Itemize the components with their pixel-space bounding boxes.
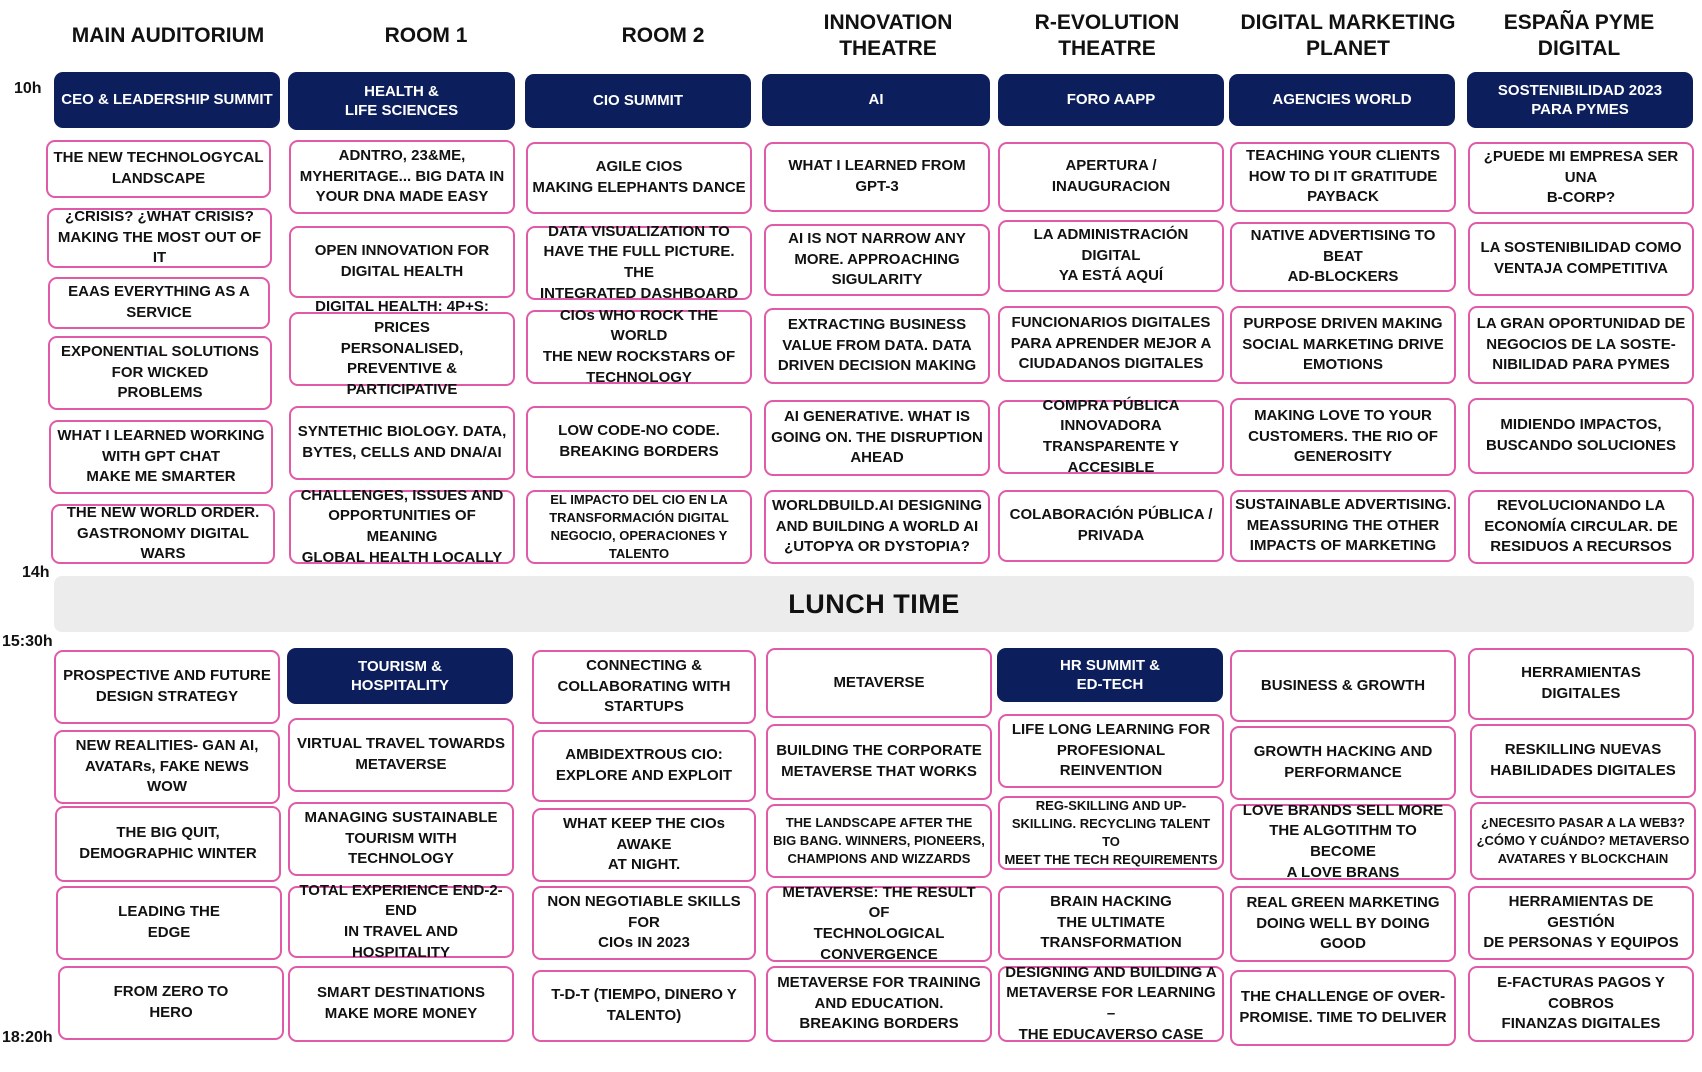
session-card[interactable]: E-FACTURAS PAGOS Y COBROS FINANZAS DIGITALES <box>1468 966 1694 1042</box>
session-card[interactable]: THE LANDSCAPE AFTER THE BIG BANG. WINNERS, PIONEERS, CHAMPIONS AND WIZZARDS <box>766 804 992 878</box>
time-label-afternoon: 15:30h <box>2 633 53 650</box>
room-header-innovation: INNOVATION THEATRE <box>823 11 953 60</box>
session-card[interactable]: BUILDING THE CORPORATE METAVERSE THAT WORKS <box>766 724 992 800</box>
session-card[interactable]: APERTURA / INAUGURACION <box>998 142 1224 212</box>
session-card[interactable]: PROSPECTIVE AND FUTURE DESIGN STRATEGY <box>54 650 280 724</box>
session-card[interactable]: METAVERSE FOR TRAINING AND EDUCATION. BREAKING BORDERS <box>766 966 992 1042</box>
lunch-time-banner: LUNCH TIME <box>54 576 1694 632</box>
track-hr-summit-edtech: HR SUMMIT & ED-TECH <box>997 648 1223 702</box>
session-card[interactable]: RESKILLING NUEVAS HABILIDADES DIGITALES <box>1470 724 1696 798</box>
track-ceo-leadership: CEO & LEADERSHIP SUMMIT <box>54 72 280 128</box>
track-ai: AI <box>762 74 990 126</box>
session-card[interactable]: REVOLUCIONANDO LA ECONOMÍA CIRCULAR. DE RESIDUOS A RECURSOS <box>1468 490 1694 564</box>
session-card[interactable]: NON NEGOTIABLE SKILLS FOR CIOs IN 2023 <box>532 886 756 960</box>
session-card[interactable]: METAVERSE <box>766 648 992 718</box>
room-header-marketing: DIGITAL MARKETING PLANET <box>1240 11 1456 60</box>
session-card[interactable]: CIOs WHO ROCK THE WORLD THE NEW ROCKSTARS OF TECHNOLOGY <box>526 310 752 384</box>
session-card[interactable]: LOVE BRANDS SELL MORE THE ALGOTITHM TO BECOME A LOVE BRANS <box>1230 804 1456 880</box>
room-header-room2: ROOM 2 <box>621 24 705 48</box>
session-card[interactable]: THE NEW TECHNOLOGYCAL LANDSCAPE <box>46 140 271 198</box>
session-card[interactable]: COLABORACIÓN PÚBLICA / PRIVADA <box>998 490 1224 562</box>
session-card[interactable]: COMPRA PÚBLICA INNOVADORA TRANSPARENTE Y ACCESIBLE <box>998 400 1224 474</box>
session-card[interactable]: ¿NECESITO PASAR A LA WEB3? ¿CÓMO Y CUÁNDO? METAVERSO AVATARES Y BLOCKCHAIN <box>1470 802 1696 880</box>
session-card[interactable]: ¿CRISIS? ¿WHAT CRISIS? MAKING THE MOST OUT OF IT <box>47 208 272 268</box>
session-card[interactable]: ADNTRO, 23&ME, MYHERITAGE... BIG DATA IN YOUR DNA MADE EASY <box>289 140 515 214</box>
session-card[interactable]: WHAT I LEARNED WORKING WITH GPT CHAT MAKE ME SMARTER <box>49 420 273 494</box>
track-tourism-hospitality: TOURISM & HOSPITALITY <box>287 648 513 704</box>
track-health-life-sciences: HEALTH & LIFE SCIENCES <box>288 72 515 130</box>
session-card[interactable]: REG-SKILLING AND UP- SKILLING. RECYCLING TALENT TO MEET THE TECH REQUIREMENTS <box>998 796 1224 870</box>
track-foro-aapp: FORO AAPP <box>998 74 1224 126</box>
session-card[interactable]: WHAT KEEP THE CIOs AWAKE AT NIGHT. <box>532 808 756 882</box>
session-card[interactable]: MAKING LOVE TO YOUR CUSTOMERS. THE RIO OF GENEROSITY <box>1230 398 1456 476</box>
session-card[interactable]: THE NEW WORLD ORDER. GASTRONOMY DIGITAL WARS <box>51 504 275 564</box>
session-card[interactable]: FUNCIONARIOS DIGITALES PARA APRENDER MEJOR A CIUDADANOS DIGITALES <box>998 306 1224 382</box>
session-card[interactable]: TEACHING YOUR CLIENTS HOW TO DI IT GRATITUDE PAYBACK <box>1230 142 1456 212</box>
room-header-main: MAIN AUDITORIUM <box>71 24 265 48</box>
session-card[interactable]: GROWTH HACKING AND PERFORMANCE <box>1230 726 1456 800</box>
session-card[interactable]: THE BIG QUIT, DEMOGRAPHIC WINTER <box>55 806 281 882</box>
session-card[interactable]: OPEN INNOVATION FOR DIGITAL HEALTH <box>289 226 515 298</box>
session-card[interactable]: SYNTETHIC BIOLOGY. DATA, BYTES, CELLS AND DNA/AI <box>289 406 515 480</box>
session-card[interactable]: FROM ZERO TO HERO <box>58 966 284 1040</box>
track-agencies-world: AGENCIES WORLD <box>1229 74 1455 126</box>
session-card[interactable]: LIFE LONG LEARNING FOR PROFESIONAL REINVENTION <box>998 714 1224 788</box>
room-header-revolution: R-EVOLUTION THEATRE <box>1034 11 1180 60</box>
session-card[interactable]: METAVERSE: THE RESULT OF TECHNOLOGICAL CONVERGENCE <box>766 886 992 962</box>
session-card[interactable]: DATA VISUALIZATION TO HAVE THE FULL PICTURE. THE INTEGRATED DASHBOARD <box>526 226 752 300</box>
session-card[interactable]: HERRAMIENTAS DIGITALES <box>1468 648 1694 720</box>
session-card[interactable]: NATIVE ADVERTISING TO BEAT AD-BLOCKERS <box>1230 222 1456 292</box>
session-card[interactable]: AGILE CIOS MAKING ELEPHANTS DANCE <box>526 142 752 214</box>
session-card[interactable]: LA SOSTENIBILIDAD COMO VENTAJA COMPETITIVA <box>1468 222 1694 296</box>
session-card[interactable]: NEW REALITIES- GAN AI, AVATARs, FAKE NEWS WOW <box>54 730 280 804</box>
session-card[interactable]: REAL GREEN MARKETING DOING WELL BY DOING GOOD <box>1230 886 1456 962</box>
session-card[interactable]: MANAGING SUSTAINABLE TOURISM WITH TECHNOLOGY <box>288 802 514 876</box>
session-card[interactable]: EAAS EVERYTHING AS A SERVICE <box>48 277 270 329</box>
session-card[interactable]: THE CHALLENGE OF OVER- PROMISE. TIME TO DELIVER <box>1230 970 1456 1046</box>
session-card[interactable]: MIDIENDO IMPACTOS, BUSCANDO SOLUCIONES <box>1468 398 1694 474</box>
session-card[interactable]: VIRTUAL TRAVEL TOWARDS METAVERSE <box>288 718 514 792</box>
session-card[interactable]: BRAIN HACKING THE ULTIMATE TRANSFORMATION <box>998 886 1224 960</box>
session-card[interactable]: AI GENERATIVE. WHAT IS GOING ON. THE DISRUPTION AHEAD <box>764 400 990 476</box>
time-label-lunch: 14h <box>22 564 50 581</box>
track-cio-summit: CIO SUMMIT <box>525 74 751 128</box>
session-card[interactable]: CONNECTING & COLLABORATING WITH STARTUPS <box>532 650 756 724</box>
session-card[interactable]: LA ADMINISTRACIÓN DIGITAL YA ESTÁ AQUÍ <box>998 220 1224 292</box>
session-card[interactable]: EXPONENTIAL SOLUTIONS FOR WICKED PROBLEMS <box>48 336 272 410</box>
session-card[interactable]: WHAT I LEARNED FROM GPT-3 <box>764 142 990 212</box>
session-card[interactable]: WORLDBUILD.AI DESIGNING AND BUILDING A WORLD AI ¿UTOPYA OR DYSTOPIA? <box>764 490 990 564</box>
time-label-start: 10h <box>14 80 42 97</box>
session-card[interactable]: PURPOSE DRIVEN MAKING SOCIAL MARKETING DRIVE EMOTIONS <box>1230 306 1456 384</box>
room-header-pyme: ESPAÑA PYME DIGITAL <box>1503 11 1655 60</box>
session-card[interactable]: HERRAMIENTAS DE GESTIÓN DE PERSONAS Y EQUIPOS <box>1468 886 1694 960</box>
session-card[interactable]: DESIGNING AND BUILDING A METAVERSE FOR LEARNING – THE EDUCAVERSO CASE <box>998 966 1224 1042</box>
session-card[interactable]: CHALLENGES, ISSUES AND OPPORTUNITIES OF MEANING GLOBAL HEALTH LOCALLY <box>289 490 515 564</box>
session-card[interactable]: DIGITAL HEALTH: 4P+S: PRICES PERSONALISED, PREVENTIVE & PARTICIPATIVE <box>289 312 515 386</box>
session-card[interactable]: LA GRAN OPORTUNIDAD DE NEGOCIOS DE LA SOSTE- NIBILIDAD PARA PYMES <box>1468 306 1694 384</box>
session-card[interactable]: TOTAL EXPERIENCE END-2-END IN TRAVEL AND HOSPITALITY <box>288 886 514 958</box>
session-card[interactable]: EL IMPACTO DEL CIO EN LA TRANSFORMACIÓN DIGITAL NEGOCIO, OPERACIONES Y TALENTO <box>526 490 752 564</box>
session-card[interactable]: LOW CODE-NO CODE. BREAKING BORDERS <box>526 406 752 478</box>
session-card[interactable]: LEADING THE EDGE <box>56 886 282 960</box>
session-card[interactable]: SMART DESTINATIONS MAKE MORE MONEY <box>288 966 514 1042</box>
session-card[interactable]: T-D-T (TIEMPO, DINERO Y TALENTO) <box>532 970 756 1042</box>
session-card[interactable]: ¿PUEDE MI EMPRESA SER UNA B-CORP? <box>1468 142 1694 214</box>
session-card[interactable]: EXTRACTING BUSINESS VALUE FROM DATA. DATA DRIVEN DECISION MAKING <box>764 308 990 384</box>
session-card[interactable]: BUSINESS & GROWTH <box>1230 650 1456 722</box>
session-card[interactable]: AMBIDEXTROUS CIO: EXPLORE AND EXPLOIT <box>532 730 756 802</box>
track-sostenibilidad: SOSTENIBILIDAD 2023 PARA PYMES <box>1467 72 1693 128</box>
time-label-end: 18:20h <box>2 1029 53 1046</box>
session-card[interactable]: SUSTAINABLE ADVERTISING. MEASSURING THE OTHER IMPACTS OF MARKETING <box>1230 490 1456 562</box>
room-header-room1: ROOM 1 <box>384 24 468 48</box>
session-card[interactable]: AI IS NOT NARROW ANY MORE. APPROACHING SIGULARITY <box>764 224 990 296</box>
